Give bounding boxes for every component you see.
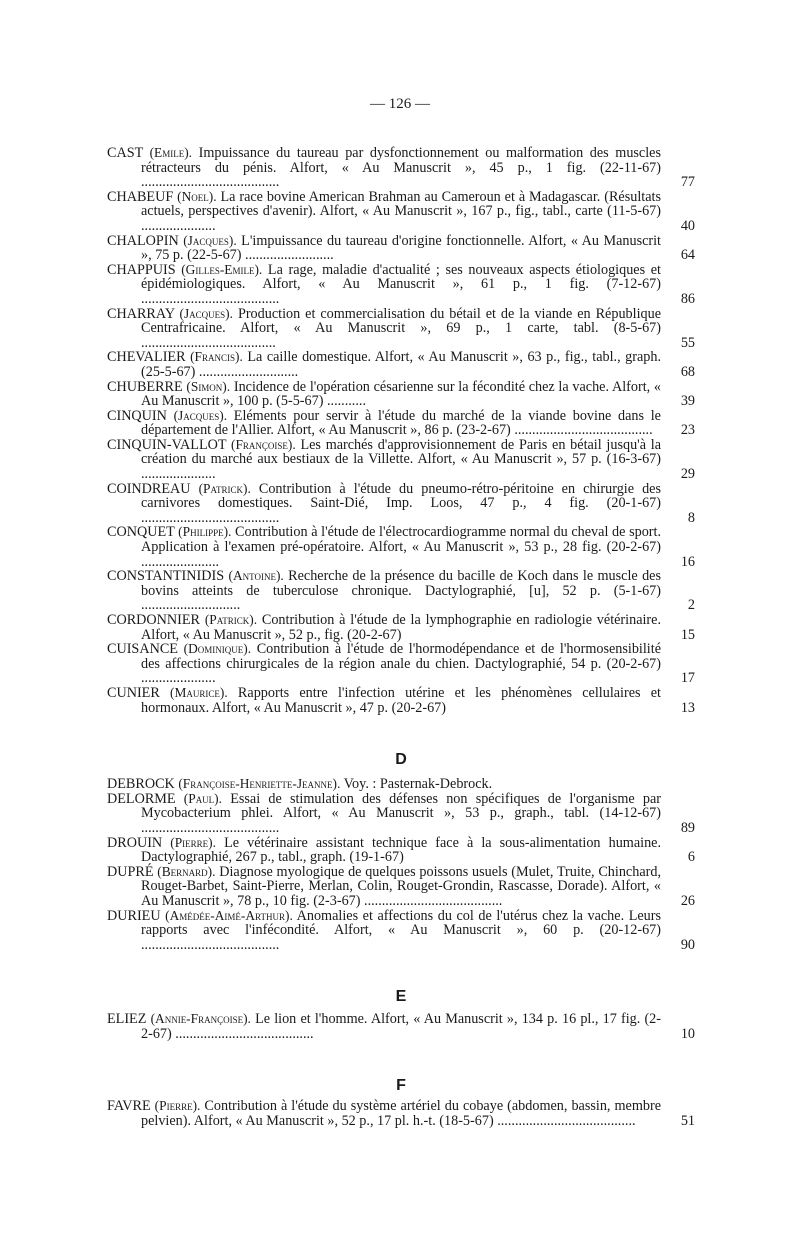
author-firstname: (Francis). [190, 349, 243, 365]
author-firstname: (Annie-Françoise). [150, 1011, 251, 1027]
bibliography-entry [107, 642, 695, 686]
bibliography-entry [107, 234, 695, 263]
section-letter-text: D [395, 751, 407, 769]
entry-text: Rapports entre l'infection utérine et les phénomènes cellulaires et hormonaux. Alfort, « Au Manuscrit », 47 p. (20-2-67) [141, 684, 661, 716]
page-reference: 51 [680, 1113, 695, 1130]
page-reference: 68 [680, 363, 695, 380]
bibliography-entry [107, 146, 695, 190]
entry-text: Eléments pour servir à l'étude du marché de la viande bovine dans le département de l'Allier. Alfort, « Au Manuscrit », 86 p. (23-2-67) ....................................... [141, 407, 661, 439]
author-surname: CINQUIN-VALLOT [107, 436, 232, 453]
author-surname: CHEVALIER [107, 349, 191, 366]
entry-text: Contribution à l'étude du pneumo-rétro-péritoine en chirurgie des carnivores domestiques. Saint-Dié, Imp. Loos, 47 p., 4 fig. (20-1-67) ....................................... [141, 480, 662, 526]
author-surname: CHAPPUIS [107, 261, 182, 278]
author-firstname: (Patrick). [204, 612, 258, 627]
bibliography-entry [107, 569, 695, 613]
page-reference: 89 [680, 819, 695, 836]
page-number: — 126 — [370, 96, 430, 112]
bibliography-entry [107, 380, 695, 409]
author-firstname: (Amédée-Aimé-Arthur). [165, 907, 293, 923]
author-surname: CAST [107, 145, 150, 161]
bibliography-entry [107, 792, 695, 836]
author-firstname: (Patrick). [198, 480, 251, 496]
author-surname: CHUBERRE [107, 378, 187, 395]
page-reference: 40 [680, 217, 695, 234]
author-surname: CONSTANTINIDIS [107, 568, 229, 585]
author-firstname: (Jacques). [173, 407, 228, 423]
page-reference: 13 [680, 699, 695, 716]
page-reference: 29 [680, 466, 695, 483]
entry-text: Les marchés d'approvisionnement de Paris en bétail jusqu'à la création du marché aux bestiaux de la Villette. Alfort, « Au Manuscrit », 57 p. (16-3-67) ..................... [141, 436, 661, 483]
entry-text: La rage, maladie d'actualité ; ses nouveaux aspects étiologiques et épidémiologiques. Alfort, « Au Manuscrit », 61 p., 1 fig. (7-12-67) ....................................... [141, 261, 661, 307]
bibliography-entry [107, 190, 695, 234]
bibliography-entry [107, 909, 695, 953]
bibliography-entry [107, 686, 695, 715]
bibliography-entry [107, 1099, 695, 1128]
entry-text: Le lion et l'homme. Alfort, « Au Manuscrit », 134 p. 16 pl., 17 fig. (2-2-67) ....................................... [141, 1011, 661, 1042]
author-firstname: (Bernard). [157, 863, 216, 879]
entry-text: Anomalies et affections du col de l'utérus chez la vache. Leurs rapports avec l'infécondité. Alfort, « Au Manuscrit », 60 p. (20-12-67) ....................................... [141, 907, 661, 953]
author-surname: CINQUIN [107, 407, 174, 424]
author-surname: CUNIER [107, 684, 171, 701]
author-surname: DURIEU [107, 907, 166, 924]
page-reference: 10 [680, 1025, 695, 1042]
page-reference: 39 [680, 393, 695, 410]
entry-text: Contribution à l'étude de l'hormodépendance et de l'hormosensibilité des affections chirurgicales de la région anale du chien. Dactylographié, 54 p. (20-2-67) ..................... [141, 641, 661, 687]
author-firstname: (Noel). [177, 188, 217, 204]
author-surname: CORDONNIER [107, 612, 205, 628]
author-firstname: (Emile). [149, 145, 193, 160]
bibliography-entry [107, 438, 695, 482]
bibliography-entry [107, 307, 695, 351]
page-reference: 8 [687, 509, 695, 526]
bibliography-entry [107, 613, 695, 642]
entry-text: Voy. : Pasternak-Debrock. [340, 776, 493, 793]
page-reference: 6 [687, 849, 695, 866]
author-surname: FAVRE [107, 1098, 155, 1115]
page-reference: 17 [680, 670, 695, 687]
author-surname: DROUIN [107, 834, 171, 851]
entry-text: La caille domestique. Alfort, « Au Manuscrit », 63 p., fig., tabl., graph. (25-5-67) ............................ [141, 349, 661, 380]
bibliography-entry [107, 525, 695, 569]
page-reference: 86 [680, 290, 695, 307]
author-surname: CUISANCE [107, 641, 184, 658]
bibliography-entry [107, 777, 695, 792]
page-reference: 16 [680, 553, 695, 570]
entry-text: Contribution à l'étude du système artériel du cobaye (abdomen, bassin, membre pelvien). Alfort, « Au Manuscrit », 52 p., 17 pl. h.-t. (18-5-67) ....................................... [141, 1098, 661, 1130]
author-firstname: (Pierre). [154, 1098, 201, 1114]
author-firstname: (Jacques). [179, 305, 233, 321]
bibliography-entry [107, 409, 695, 438]
page-reference: 23 [680, 422, 695, 439]
section-gap [107, 1041, 695, 1099]
author-firstname: (Gilles-Emile). [181, 261, 263, 277]
bibliography-entry [107, 865, 695, 909]
page-reference: 15 [680, 626, 695, 643]
section-gap [107, 715, 695, 777]
bibliography-entry [107, 836, 695, 865]
page-reference: 64 [680, 247, 695, 264]
author-surname: DEBROCK [107, 776, 179, 793]
entry-text: Diagnose myologique de quelques poissons usuels (Mulet, Truite, Chinchard, Rouget-Barbet, Saint-Pierre, Merlan, Colin, Rouget-Grondin, Rascasse, Dorade). Alfort, « Au Manuscrit », 78 p., 10 fig. (2-3-67) ....................................... [141, 863, 661, 909]
author-firstname: (Dominique). [183, 641, 252, 657]
author-surname: CHALOPIN [107, 232, 184, 249]
entry-text: Impuissance du taureau par dysfonctionnement ou malformation des muscles rétracteurs du pénis. Alfort, « Au Manuscrit », 45 p., 1 fig. (22-11-67) ....................................... [141, 145, 661, 191]
author-surname: CONQUET [107, 524, 179, 541]
entry-text: Essai de stimulation des défenses non spécifiques de l'organisme par Mycobacterium phlei. Alfort, « Au Manuscrit », 53 p., graph., tabl. (14-12-67) ....................................... [141, 790, 661, 836]
author-firstname: (Antoine). [228, 568, 284, 584]
author-firstname: (Maurice). [170, 684, 228, 700]
bibliography-entry [107, 482, 695, 526]
author-firstname: (Jacques). [183, 232, 237, 248]
bibliography-entry [107, 263, 695, 307]
author-surname: DUPRÉ [107, 863, 158, 880]
section-letter-text: E [395, 988, 407, 1006]
author-firstname: (Philippe). [178, 524, 232, 540]
entry-text: Recherche de la présence du bacille de Koch dans le muscle des bovins atteints de tuberculose chronique. Dactylographié, [u], 52 p. (5-1-67) ............................ [141, 568, 661, 614]
author-firstname: (Pierre). [170, 834, 216, 850]
author-firstname: (Simon). [186, 378, 231, 394]
author-surname: CHABEUF [107, 188, 178, 205]
author-surname: ELIEZ [107, 1011, 151, 1028]
author-firstname: (Françoise-Henriette-Jeanne). [178, 776, 341, 792]
bibliography-entry [107, 1012, 695, 1041]
entry-text: Production et commercialisation du bétail et de la viande en République Centrafricaine. Alfort, « Au Manuscrit », 69 p., 1 carte, tabl. (8-5-67) ...................................... [141, 305, 661, 351]
entry-text: Le vétérinaire assistant technique face à la sous-alimentation humaine. Dactylographié, 267 p., tabl., graph. (19-1-67) [141, 834, 662, 866]
page-reference: 77 [680, 174, 695, 191]
entry-text: Contribution à l'étude de l'électrocardiogramme normal du cheval de sport. Application à l'examen pré-opératoire. Alfort, « Au Manuscrit », 53 p., 28 fig. (20-2-67) ...................... [141, 524, 661, 570]
page-reference: 55 [680, 334, 695, 351]
bibliography-list [107, 146, 695, 1129]
author-surname: DELORME [107, 790, 184, 807]
page-reference: 90 [680, 936, 695, 953]
page-reference: 2 [687, 597, 695, 614]
author-firstname: (Paul). [183, 790, 222, 806]
author-surname: COINDREAU [107, 480, 199, 497]
entry-text: L'impuissance du taureau d'origine fonctionnelle. Alfort, « Au Manuscrit », 75 p. (22-5-67) ......................... [141, 232, 661, 264]
page-reference: 26 [680, 892, 695, 909]
entry-text: Incidence de l'opération césarienne sur la fécondité chez la vache. Alfort, « Au Manuscrit », 100 p. (5-5-67) ........... [141, 378, 661, 410]
author-firstname: (Françoise). [231, 436, 296, 452]
author-surname: CHARRAY [107, 305, 180, 322]
section-gap [107, 952, 695, 1012]
bibliography-entry [107, 350, 695, 379]
entry-text: La race bovine American Brahman au Cameroun et à Madagascar. (Résultats actuels, perspectives d'avenir). Alfort, « Au Manuscrit », 167 p., fig., tabl., carte (11-5-67) ..................... [141, 188, 661, 234]
section-letter-text: F [396, 1077, 406, 1095]
entry-text: Contribution à l'étude de la lymphographie en radiologie vétérinaire. Alfort, « Au Manuscrit », 52 p., fig. (20-2-67) [141, 612, 661, 643]
